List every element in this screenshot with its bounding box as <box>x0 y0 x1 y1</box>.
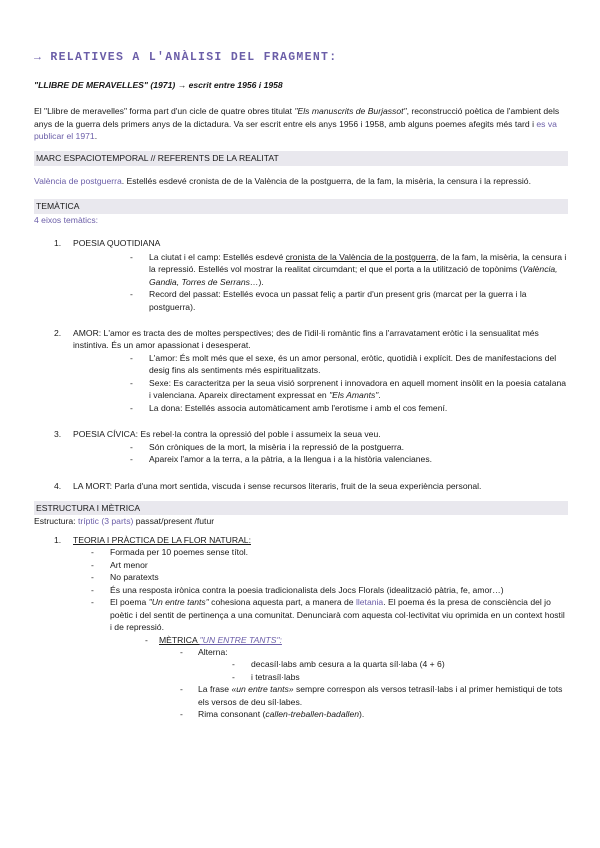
marc-highlight: València de postguerra <box>34 175 122 186</box>
list-item: - Són cròniques de la mort, la misèria i la repressió de la postguerra. <box>130 441 405 452</box>
marc-text: . Estellés esdevé cronista de de la València de la postguerra, de la fam, la misèria, la censura i la repressió. <box>121 175 531 186</box>
item-text: El poema <box>110 597 149 608</box>
section-band-estructura: ESTRUCTURA I MÈTRICA <box>34 501 568 515</box>
section-band-marc: MARC ESPACIOTEMPORAL // REFERENTS DE LA REALITAT <box>34 151 568 165</box>
item-text: ). <box>258 276 264 287</box>
intro-text: El "Llibre de meravelles" forma part d'un cicle de quatre obres titulat <box>34 106 295 117</box>
item-text: Són cròniques de la mort, la misèria i la repressió de la postguerra. <box>149 441 405 452</box>
item-text: i tetrasíl·labs <box>251 671 300 682</box>
item-text: La frase <box>198 684 232 695</box>
list-item <box>34 237 568 313</box>
item-text: Sexe: Es caracteritza per la seua visió sorprenent i innovadora en aquell moment insòlit en la poesia catalana i valenciana. Apareix directament expressat en <box>149 377 567 401</box>
list-item: - El poema "Un entre tants" cohesiona aquesta part, a manera de lletania. El poema és la presa de consciència del jo poètic i del sentit de pertinença a una comunitat. Denunciarà com aquesta col·lectivitat viu oprimida en un context hostil i de repressió. <box>91 597 565 633</box>
item-italic: «un entre tants» <box>231 684 294 695</box>
list-item: - La ciutat i el camp: Estellés esdevé cronista de la València de la postguerra, de la fam, la misèria, la censura i la repressió. Estellés vol mostrar la realitat circumdant; el que el porta a la utilització de topònims (València, Gandia, Torres de Serrans…). <box>130 251 567 287</box>
sub-list <box>34 546 568 633</box>
list-item: - i tetrasíl·labs <box>232 671 300 682</box>
intro-highlight: es va publicar el 1971 <box>34 118 557 142</box>
item-lead: POESIA CÍVICA: Es rebel·la contra la opressió del poble i assumeix la seua veu. <box>73 429 381 440</box>
item-text: , de la fam, la misèria, la censura i la repressió. Estellés vol mostrar la realitat circumdant; el que el porta a la utilització de topònims ( <box>149 251 567 275</box>
item-text: ). <box>359 709 365 720</box>
estructura-label: Estructura: <box>34 516 78 527</box>
list-item: - No paratexts <box>91 572 159 583</box>
section-heading: → RELATIVES A L'ANÀLISI DEL FRAGMENT: <box>34 51 338 64</box>
list-number: 1. <box>54 238 62 249</box>
metrica-heading: - MÈTRICA "UN ENTRE TANTS": <box>145 634 282 645</box>
estructura-text: passat/present /futur <box>133 516 215 527</box>
list-item <box>34 534 568 546</box>
list-number: 3. <box>54 429 62 440</box>
item-text: Formada per 10 poemes sense títol. <box>110 547 249 558</box>
item-text: sempre correspon als versos tetrasíl·labs i al primer hemistiqui de tots els versos de deu síl·labes. <box>198 684 563 707</box>
intro-text: , reconstrucció poètica de l'ambient dels anys de la guerra dels primers anys de la dictadura. Va ser escrit entre els anys 1956 i 1958, amb alguns poemes afegits més tard i <box>34 106 560 129</box>
list-item: - decasíl·labs amb cesura a la quarta síl·laba (4 + 6) <box>232 659 445 670</box>
item-highlight: lletania <box>355 597 384 608</box>
list-item: - Sexe: Es caracteritza per la seua visió sorprenent i innovadora en aquell moment insòlit en la poesia catalana i valenciana. Apareix directament expressat en "Els Amants". <box>130 377 567 401</box>
item-italic: callen-treballen-badallen <box>265 709 359 720</box>
item-text: No paratexts <box>110 572 159 583</box>
item-text: La ciutat i el camp: Estellés esdevé <box>149 251 286 262</box>
item-text: Alterna: <box>198 646 228 657</box>
list-number: 4. <box>54 480 62 491</box>
list-item: - L'amor: És molt més que el sexe, és un amor personal, eròtic, quotidià i explícit. Des de manifestacions del desig fins als sentiments més espiritualitzats. <box>130 352 557 376</box>
list-item: - Record del passat: Estellés evoca un passat feliç a partir d'un present gris (marcat per la guerra i la postguerra). <box>130 289 527 312</box>
item-text: decasíl·labs amb cesura a la quarta síl·laba (4 + 6) <box>251 659 445 670</box>
item-text: . El poema és la presa de consciència del jo poètic i del sentit de pertinença a una comunitat. Denunciarà com aquesta col·lectivitat viu oprimida en un context hostil i de repressió. <box>110 597 565 633</box>
sub-list <box>73 251 568 313</box>
item-text: La dona: Estellés associa automàticament amb l'erotisme i amb el cos femení. <box>149 402 448 413</box>
list-item <box>34 428 568 465</box>
item-text: cohesiona aquesta part, a manera de <box>208 597 356 608</box>
item-title: TEORIA I PRÀCTICA DE LA FLOR NATURAL: <box>73 534 251 545</box>
list-item: - Alterna: <box>180 646 228 657</box>
subtitle: "LLIBRE DE MERAVELLES" (1971) → escrit entre 1956 i 1958 <box>34 79 283 90</box>
list-item: - La frase «un entre tants» sempre correspon als versos tetrasíl·labs i al primer hemistiqui de tots els versos de deu síl·labes. <box>180 684 563 707</box>
section-band-tematica: TEMÀTICA <box>34 199 568 213</box>
intro-text: . <box>94 131 98 142</box>
item-italic: "Els Amants" <box>329 390 379 401</box>
list-item <box>34 480 568 492</box>
marc-paragraph <box>34 175 568 187</box>
list-item: - És una resposta irònica contra la poesia tradicionalista dels Jocs Florals (idealització pàtria, fe, amor…) <box>91 584 504 595</box>
metrica-title: "UN ENTRE TANTS": <box>199 634 282 645</box>
estructura-line <box>34 515 568 527</box>
item-text: . <box>378 390 381 401</box>
intro-paragraph <box>34 105 568 142</box>
estructura-highlight: tríptic (3 parts) <box>77 516 134 527</box>
item-text: L'amor: És molt més que el sexe, és un amor personal, eròtic, quotidià i explícit. Des de manifestacions del desig fins als sentiments més espiritualitzats. <box>149 352 557 376</box>
item-italic: València, Gandia, Torres de Serrans… <box>149 264 558 287</box>
list-item: - Formada per 10 poemes sense títol. <box>91 547 249 558</box>
list-item: - Rima consonant (callen-treballen-badallen). <box>180 709 365 720</box>
item-italic: "Un entre tants" <box>148 597 209 608</box>
item-text: És una resposta irònica contra la poesia tradicionalista dels Jocs Florals (idealització pàtria, fe, amor…) <box>110 584 504 595</box>
list-item: - La dona: Estellés associa automàticament amb l'erotisme i amb el cos femení. <box>130 402 448 413</box>
item-text: Art menor <box>110 559 148 570</box>
list-number: 1. <box>54 534 62 545</box>
item-lead: LA MORT: Parla d'una mort sentida, viscuda i sense recursos literaris, fruit de la seua experiència personal. <box>73 480 482 491</box>
item-text: Apareix l'amor a la terra, a la pàtria, a la llengua i a la història valencianes. <box>149 454 432 465</box>
item-text: Record del passat: Estellés evoca un passat feliç a partir d'un present gris (marcat per la guerra i la postguerra). <box>149 289 527 312</box>
item-lead: AMOR: L'amor es tracta des de moltes perspectives; des de l'idil·li romàntic fins a l'arravatament eròtic i la sensualitat més instintiva. És un amor apassionat i desesperat. <box>73 328 539 351</box>
sub-list <box>73 441 568 466</box>
item-title: POESIA QUOTIDIANA <box>73 238 161 249</box>
metrica-label: MÈTRICA <box>159 634 200 645</box>
item-underline: cronista de la València de la postguerra <box>285 251 436 262</box>
list-item: - Apareix l'amor a la terra, a la pàtria, a la llengua i a la història valencianes. <box>130 454 432 465</box>
list-item <box>34 327 568 414</box>
tematica-subtitle: 4 eixos temàtics: <box>34 214 98 225</box>
list-number: 2. <box>54 328 62 339</box>
sub-list <box>73 352 568 414</box>
intro-title: "Els manuscrits de Burjassot" <box>294 106 407 117</box>
tematica-list <box>34 237 568 492</box>
list-item: - Art menor <box>91 559 148 570</box>
item-text: Rima consonant ( <box>198 709 266 720</box>
